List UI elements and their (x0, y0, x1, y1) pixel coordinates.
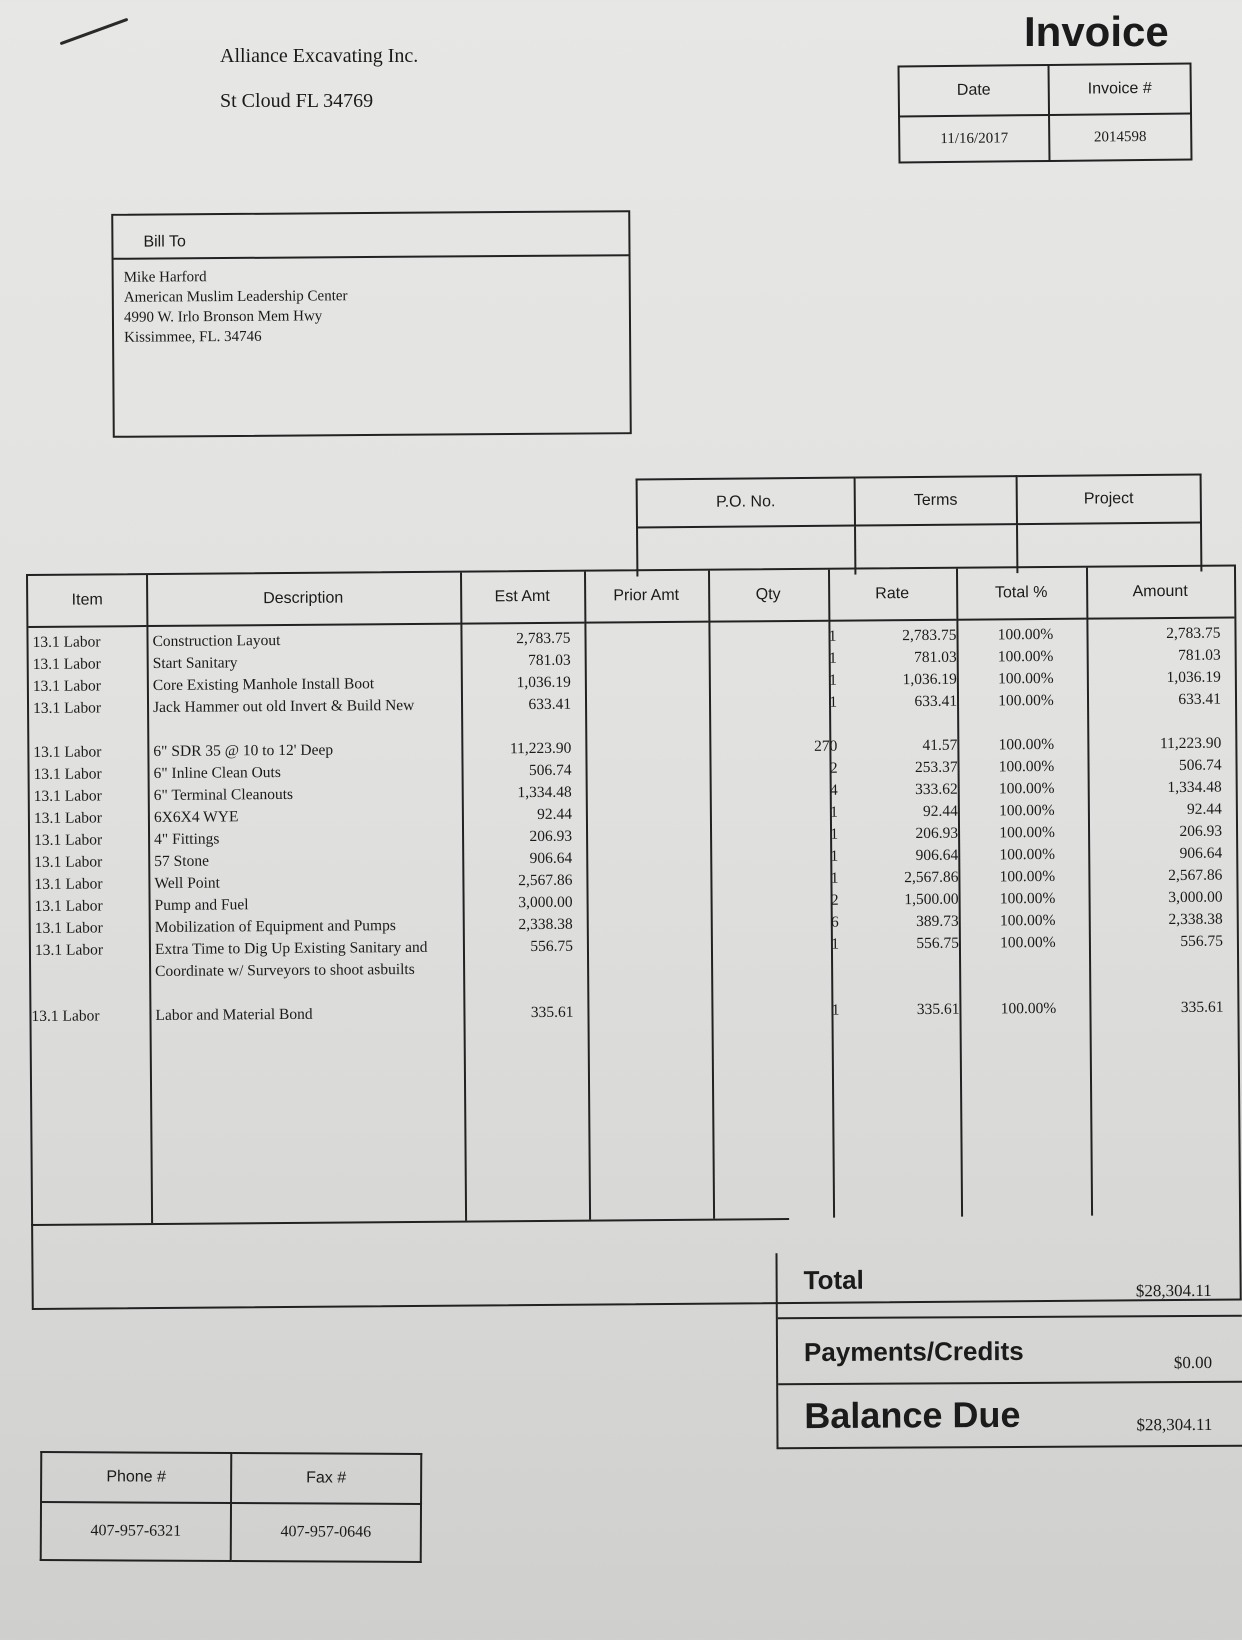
item-total-pct: 100.00% (998, 735, 1055, 754)
invoice-date: 11/16/2017 (899, 115, 1049, 163)
item-amount: 92.44 (1186, 800, 1222, 818)
item-code: 13.1 Labor (33, 787, 102, 805)
item-qty: 1 (828, 627, 837, 645)
item-amount: 11,223.90 (1159, 734, 1222, 753)
item-description: Extra Time to Dig Up Existing Sanitary and Coordinate w/ Surveyors to shoot asbuilts (154, 938, 428, 980)
item-est-amt: 906.64 (529, 849, 573, 868)
item-est-amt: 506.74 (528, 761, 572, 780)
column-header-description: Description (146, 573, 460, 627)
item-amount: 781.03 (1177, 646, 1221, 664)
total-row (777, 1251, 1241, 1319)
item-amount: 2,338.38 (1168, 910, 1223, 929)
item-total-pct: 100.00% (997, 625, 1054, 644)
item-est-amt: 2,567.86 (518, 871, 573, 890)
item-code: 13.1 Labor (32, 677, 101, 695)
bill-to-label: Bill To (113, 212, 628, 260)
item-est-amt: 1,036.19 (516, 673, 571, 692)
payments-label: Payments/Credits (803, 1335, 1024, 1368)
item-description: Core Existing Manhole Install Boot (152, 675, 375, 695)
line-items-body (28, 623, 1237, 1028)
item-description: 6X6X4 WYE (153, 808, 239, 827)
invoice-number: 2014598 (1049, 113, 1191, 160)
item-rate: 2,567.86 (904, 868, 959, 887)
item-description: 6" Inline Clean Outs (153, 764, 281, 783)
balance-due-label: Balance Due (804, 1393, 1021, 1437)
item-total-pct: 100.00% (998, 691, 1054, 710)
item-est-amt: 781.03 (528, 651, 571, 670)
company-name: Alliance Excavating Inc. (220, 45, 419, 67)
company-block (220, 34, 418, 124)
item-qty: 6 (830, 913, 839, 931)
item-code: 13.1 Labor (34, 919, 103, 937)
item-code: 13.1 Labor (33, 743, 102, 761)
item-qty: 1 (828, 649, 837, 667)
item-rate: 1,036.19 (902, 670, 957, 689)
item-amount: 3,000.00 (1168, 888, 1223, 907)
item-code: 13.1 Labor (34, 941, 104, 959)
item-description: 57 Stone (154, 852, 210, 871)
item-code: 13.1 Labor (34, 875, 103, 893)
item-amount: 1,036.19 (1166, 668, 1221, 687)
item-est-amt: 2,338.38 (518, 915, 573, 934)
column-header-item: Item (28, 575, 146, 628)
item-rate: 906.64 (915, 846, 959, 865)
item-qty: 2 (829, 759, 838, 777)
item-code: 13.1 Labor (34, 853, 103, 871)
bill-to-address (114, 256, 630, 348)
item-rate: 335.61 (916, 1000, 960, 1019)
item-total-pct: 100.00% (997, 647, 1054, 666)
item-est-amt: 2,783.75 (516, 629, 571, 648)
item-amount: 335.61 (1180, 998, 1224, 1016)
date-label: Date (899, 65, 1050, 117)
phone-number: 407-957-6321 (41, 1502, 231, 1561)
item-rate: 41.57 (922, 736, 958, 754)
item-qty: 1 (831, 1001, 840, 1019)
item-code: 13.1 Labor (33, 809, 103, 827)
fax-number: 407-957-0646 (231, 1503, 421, 1562)
item-est-amt: 633.41 (528, 695, 572, 714)
item-total-pct: 100.00% (998, 757, 1055, 776)
item-rate: 2,783.75 (902, 626, 957, 645)
item-amount: 556.75 (1180, 932, 1223, 950)
column-header-qty: Qty (708, 570, 828, 623)
item-est-amt: 92.44 (536, 805, 572, 823)
item-total-pct: 100.00% (998, 779, 1055, 798)
fax-label: Fax # (231, 1453, 421, 1504)
bill-to-line: 4990 W. Irlo Bronson Mem Hwy (123, 308, 323, 326)
item-qty: 2 (830, 891, 839, 909)
item-amount: 2,567.86 (1168, 866, 1223, 885)
column-header-total-pct: Total % (956, 568, 1086, 621)
po-terms-project-box (636, 474, 1203, 577)
item-description: 4" Fittings (154, 830, 220, 849)
item-qty: 1 (829, 671, 837, 689)
item-amount: 206.93 (1179, 822, 1223, 840)
item-code: 13.1 Labor (32, 655, 101, 673)
item-rate: 253.37 (914, 758, 958, 777)
item-qty: 1 (830, 847, 839, 865)
document-title: Invoice (1024, 8, 1169, 55)
item-description: Start Sanitary (152, 654, 238, 673)
terms-label: Terms (854, 476, 1016, 525)
item-qty: 4 (829, 781, 838, 799)
item-description: Mobilization of Equipment and Pumps (154, 917, 396, 936)
payments-row (778, 1317, 1242, 1385)
item-rate: 556.75 (916, 934, 959, 953)
item-code: 13.1 Labor (34, 897, 103, 915)
line-items-table (26, 564, 1242, 1309)
item-description: Pump and Fuel (154, 896, 249, 914)
balance-row (778, 1383, 1242, 1449)
item-est-amt: 206.93 (529, 827, 573, 846)
item-qty: 1 (830, 869, 839, 887)
item-description: Jack Hammer out old Invert & Build New (152, 696, 415, 717)
table-footer-strip (31, 1218, 790, 1298)
item-total-pct: 100.00% (999, 889, 1056, 908)
payments-value: $0.00 (1173, 1352, 1213, 1373)
po-number-label: P.O. No. (637, 478, 855, 528)
item-qty: 1 (829, 693, 838, 711)
contact-box (40, 1451, 423, 1563)
item-total-pct: 100.00% (1000, 933, 1056, 952)
pen-mark (60, 18, 129, 45)
item-qty: 1 (830, 825, 839, 843)
totals-box (775, 1251, 1242, 1449)
item-qty: 1 (830, 803, 838, 821)
balance-due-value: $28,304.11 (1136, 1414, 1213, 1435)
column-header-amount: Amount (1086, 567, 1234, 620)
item-description: 6" Terminal Cleanouts (153, 785, 294, 805)
column-header-rate: Rate (828, 569, 956, 622)
bill-to-line: American Muslim Leadership Center (123, 288, 348, 306)
item-rate: 781.03 (913, 648, 957, 667)
item-code: 13.1 Labor (31, 1007, 100, 1025)
date-invoice-box (897, 62, 1192, 163)
item-rate: 389.73 (916, 912, 959, 931)
invoice-number-label: Invoice # (1048, 63, 1191, 114)
table-row (31, 931, 1237, 1006)
item-code: 13.1 Labor (32, 699, 102, 717)
item-code: 13.1 Labor (33, 765, 102, 783)
company-city-line: St Cloud FL 34769 (220, 90, 374, 112)
item-amount: 506.74 (1178, 756, 1222, 774)
phone-label: Phone # (41, 1452, 231, 1503)
item-qty: 270 (814, 737, 838, 755)
item-rate: 333.62 (915, 780, 958, 799)
column-header-est-amt: Est Amt (460, 572, 584, 625)
total-label: Total (803, 1264, 864, 1296)
item-description: Labor and Material Bond (155, 1005, 313, 1024)
bill-to-box (111, 210, 632, 438)
item-total-pct: 100.00% (998, 669, 1054, 688)
item-code: 13.1 Labor (34, 831, 103, 849)
item-amount: 633.41 (1178, 690, 1222, 708)
item-est-amt: 335.61 (530, 1003, 574, 1022)
item-rate: 92.44 (922, 802, 958, 820)
item-rate: 1,500.00 (904, 890, 959, 909)
project-label: Project (1016, 475, 1201, 525)
item-amount: 1,334.48 (1167, 778, 1222, 797)
item-total-pct: 100.00% (999, 911, 1056, 930)
bill-to-line: Mike Harford (123, 269, 207, 286)
item-code: 13.1 Labor (32, 633, 101, 651)
bill-to-line: Kissimmee, FL. 34746 (124, 328, 262, 346)
item-total-pct: 100.00% (999, 801, 1055, 820)
item-est-amt: 556.75 (530, 937, 574, 956)
item-qty: 1 (831, 935, 839, 953)
total-value: $28,304.11 (1135, 1280, 1212, 1301)
item-rate: 633.41 (914, 692, 958, 711)
item-amount: 906.64 (1179, 844, 1223, 862)
item-est-amt: 3,000.00 (518, 893, 573, 912)
column-header-prior-amt: Prior Amt (584, 571, 708, 624)
item-total-pct: 100.00% (999, 845, 1056, 864)
item-description: Construction Layout (152, 632, 281, 651)
item-est-amt: 1,334.48 (517, 783, 572, 802)
item-description: 6" SDR 35 @ 10 to 12' Deep (153, 741, 334, 761)
item-rate: 206.93 (915, 824, 959, 843)
item-amount: 2,783.75 (1166, 624, 1221, 643)
item-total-pct: 100.00% (999, 867, 1056, 886)
item-total-pct: 100.00% (999, 823, 1055, 842)
item-description: Well Point (154, 874, 220, 893)
item-est-amt: 11,223.90 (509, 739, 572, 758)
item-total-pct: 100.00% (1000, 999, 1057, 1018)
